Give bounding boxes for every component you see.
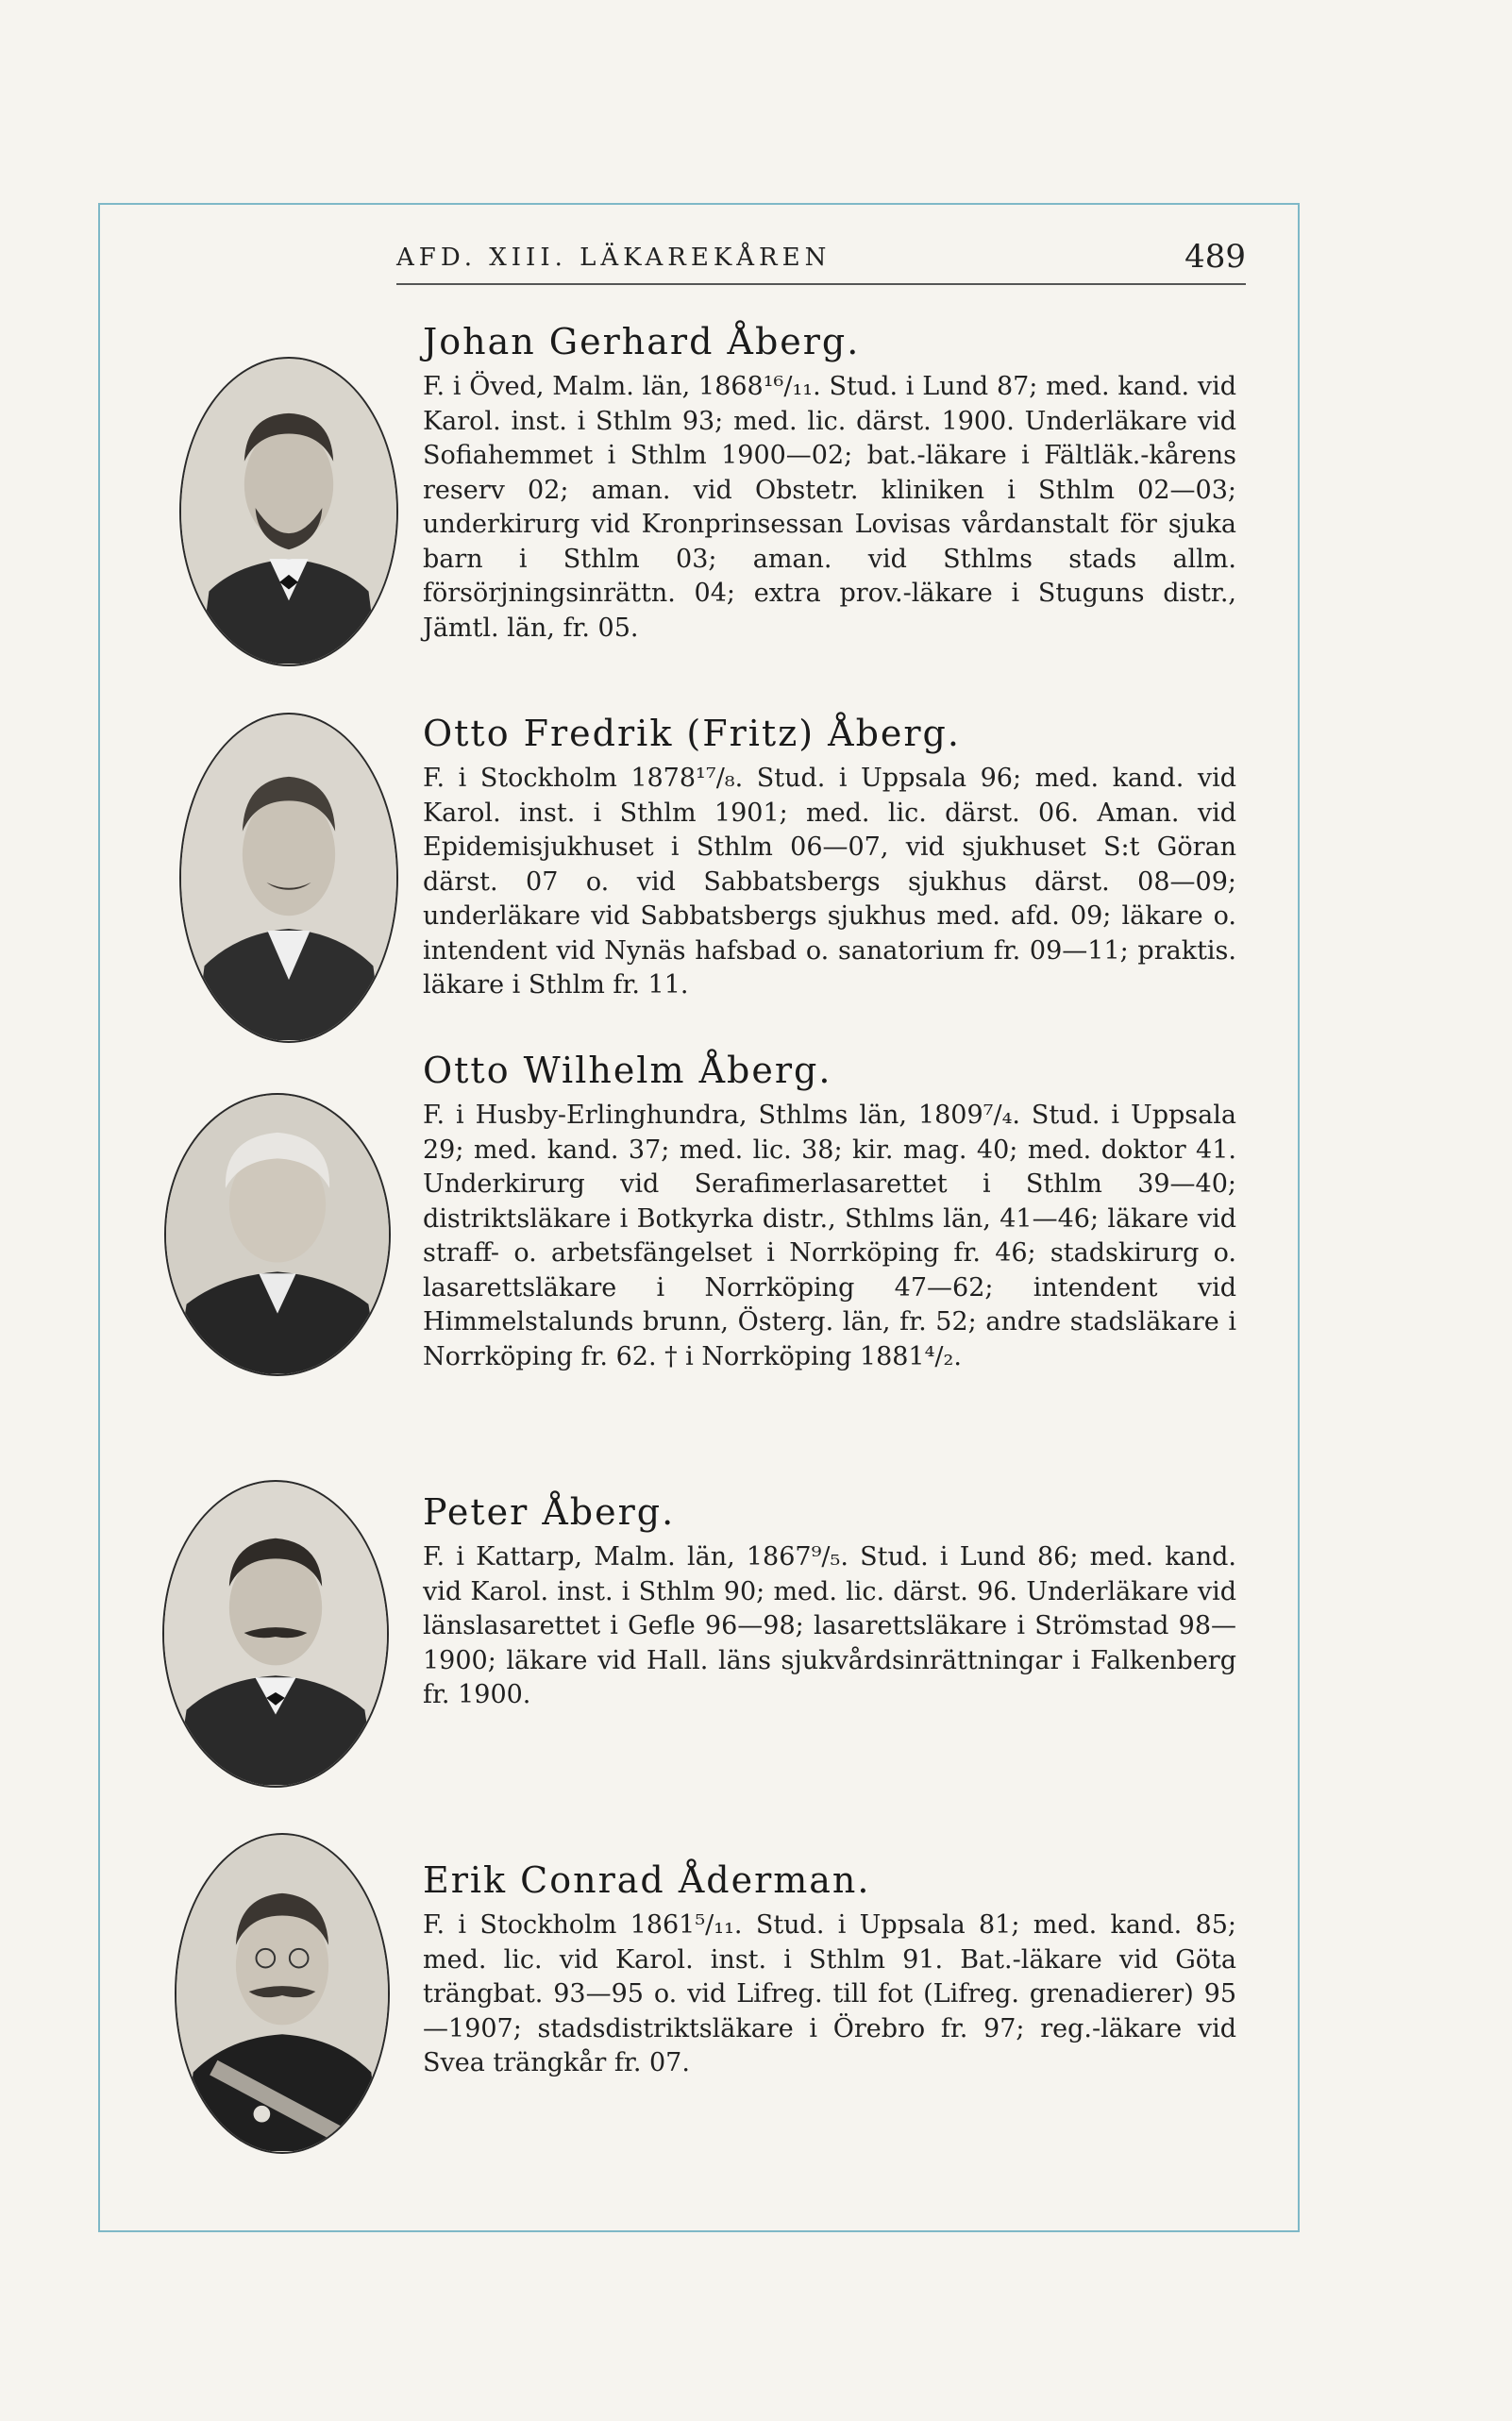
entry-biography: F. i Stockholm 1861⁵/₁₁. Stud. i Uppsala 81; med. kand. 85; med. lic. vid Karol. inst. i Sthlm 91. Bat.-läkare vid Göta trängbat. 93—95 o. vid Lifreg. till fot (Lifreg. grenadierer) 95—1907; stadsdistriktsläkare i Örebro fr. 97; reg.-läkare vid Svea trängkår fr. 07. [423,1910,1236,2077]
entry-otto-wilhelm-aberg [423,1050,1236,1374]
entry-erik-conrad-aderman [423,1859,1236,2081]
section-title: AFD. XIII. LÄKAREKÅREN [396,244,832,272]
entry-johan-gerhard-aberg [423,321,1236,646]
entry-biography: F. i Kattarp, Malm. län, 1867⁹/₅. Stud. i Lund 86; med. kand. vid Karol. inst. i Sthlm 90; med. lic. därst. 96. Underläkare vid länslasarettet i Gefle 96—98; lasarettsläkare i Strömstad 98—1900; läkare vid Hall. läns sjukvårdsinrättningar i Falkenberg fr. 1900. [423,1542,1236,1709]
entry-biography: F. i Öved, Malm. län, 1868¹⁶/₁₁. Stud. i Lund 87; med. kand. vid Karol. inst. i Sthlm 93; med. lic. därst. 1900. Underläkare vid Sofiahemmet i Sthlm 1900—02; bat.-läkare i Fältläk.-kårens reserv 02; aman. vid Obstetr. kliniken i Sthlm 02—03; underkirurg vid Kronprinsessan Lovisas vårdanstalt för sjuka barn i Sthlm 03; aman. vid Sthlms stads allm. försörjningsinrättn. 04; extra prov.-läkare i Stuguns distr., Jämtl. län, fr. 05. [423,372,1236,643]
portrait-erik-conrad-aderman [175,1833,390,2154]
entry-peter-aberg [423,1491,1236,1713]
portrait-photo-icon [164,1482,387,1786]
header-rule [396,283,1246,285]
entry-name: Erik Conrad Åderman. [423,1859,871,1901]
entry-name: Johan Gerhard Åberg. [423,321,861,362]
running-header [396,236,1246,283]
portrait-photo-icon [176,1835,388,2152]
entry-name: Peter Åberg. [423,1491,676,1533]
portrait-otto-wilhelm-aberg [164,1093,391,1376]
portrait-otto-fredrik-aberg [179,713,398,1043]
portrait-photo-icon [166,1095,389,1374]
page-number: 489 [1184,238,1246,276]
entry-otto-fredrik-aberg [423,713,1236,1003]
entry-biography: F. i Husby-Erlinghundra, Sthlms län, 1809⁷/₄. Stud. i Uppsala 29; med. kand. 37; med. lic. 38; kir. mag. 40; med. doktor 41. Underkirurg vid Serafimerlasarettet i Sthlm 39—40; distriktsläkare i Botkyrka distr., Sthlms län, 41—46; läkare vid straff- o. arbetsfängelset i Norrköping fr. 46; stadskirurg o. lasarettsläkare i Norrköping 47—62; intendent vid Himmelstalunds brunn, Österg. län, fr. 52; andre stadsläkare i Norrköping fr. 62. † i Norrköping 1881⁴/₂. [423,1101,1236,1371]
entry-name: Otto Wilhelm Åberg. [423,1050,832,1091]
entry-name: Otto Fredrik (Fritz) Åberg. [423,713,961,754]
portrait-johan-gerhard-aberg [179,357,398,666]
portrait-photo-icon [181,359,396,664]
portrait-photo-icon [181,715,396,1041]
entry-biography: F. i Stockholm 1878¹⁷/₈. Stud. i Uppsala 96; med. kand. vid Karol. inst. i Sthlm 1901; med. lic. därst. 06. Aman. vid Epidemisjukhuset i Sthlm 06—07, vid sjukhuset S:t Göran därst. 07 o. vid Sabbatsbergs sjukhus därst. 08—09; underläkare vid Sabbatsbergs sjukhus med. afd. 09; läkare o. intendent vid Nynäs hafsbad o. sanatorium fr. 09—11; praktis. läkare i Sthlm fr. 11. [423,764,1236,1000]
portrait-peter-aberg [162,1480,389,1788]
